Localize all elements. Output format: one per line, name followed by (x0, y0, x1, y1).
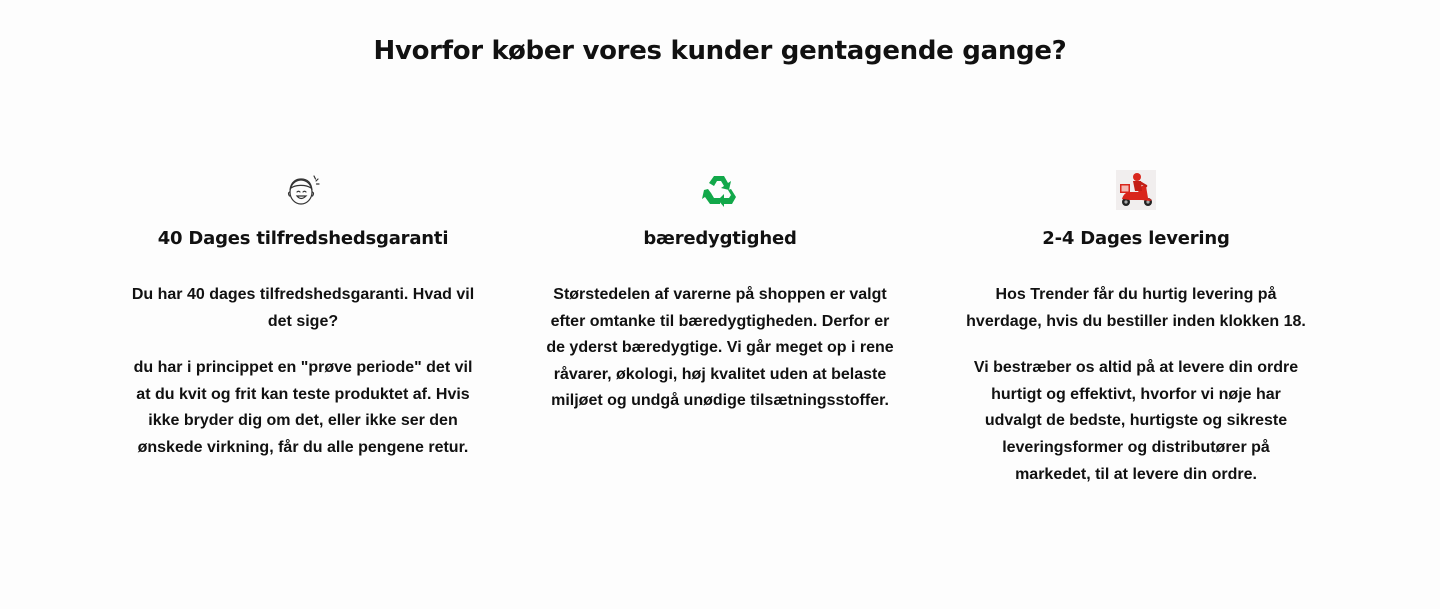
feature-body (530, 282, 910, 415)
feature-body (946, 282, 1326, 488)
feature-title: 40 Dages tilfredshedsgaranti (157, 228, 449, 249)
section-title: Hvorfor køber vores kunder gentagende gange? (373, 36, 1067, 66)
happy-customer-icon (113, 168, 493, 212)
feature-paragraph: Du har 40 dages tilfredshedsgaranti. Hvad vil det sige? (131, 286, 475, 330)
feature-delivery (946, 168, 1326, 508)
feature-title: 2-4 Dages levering (1042, 228, 1230, 249)
delivery-scooter-icon (946, 168, 1326, 212)
feature-paragraph: Størstedelen af varerne på shoppen er valgt efter omtanke til bæredygtigheden. Derfor er de yderst bæredygtige. Vi går meget op i rene råvarer, økologi, høj kvalitet uden at belaste miljøet og undgå unødige tilsætningsstoffer. (546, 286, 894, 410)
recycle-icon (530, 168, 910, 212)
feature-paragraph: du har i princippet en "prøve periode" det vil at du kvit og frit kan teste produktet af. Hvis ikke bryder dig om det, eller ikke ser den ønskede virkning, får du alle pengene retur. (133, 359, 473, 456)
feature-sustainability (530, 168, 910, 435)
feature-title: bæredygtighed (643, 228, 797, 249)
feature-paragraph: Vi bestræber os altid på at levere din ordre hurtigt og effektivt, hvorfor vi nøje har udvalgt de bedste, hurtigste og sikreste leveringsformer og distributører på markedet, til at levere din ordre. (973, 359, 1299, 483)
feature-body (113, 282, 493, 462)
feature-paragraph: Hos Trender får du hurtig levering på hverdage, hvis du bestiller inden klokken 18. (966, 286, 1306, 330)
feature-satisfaction-guarantee (113, 168, 493, 482)
